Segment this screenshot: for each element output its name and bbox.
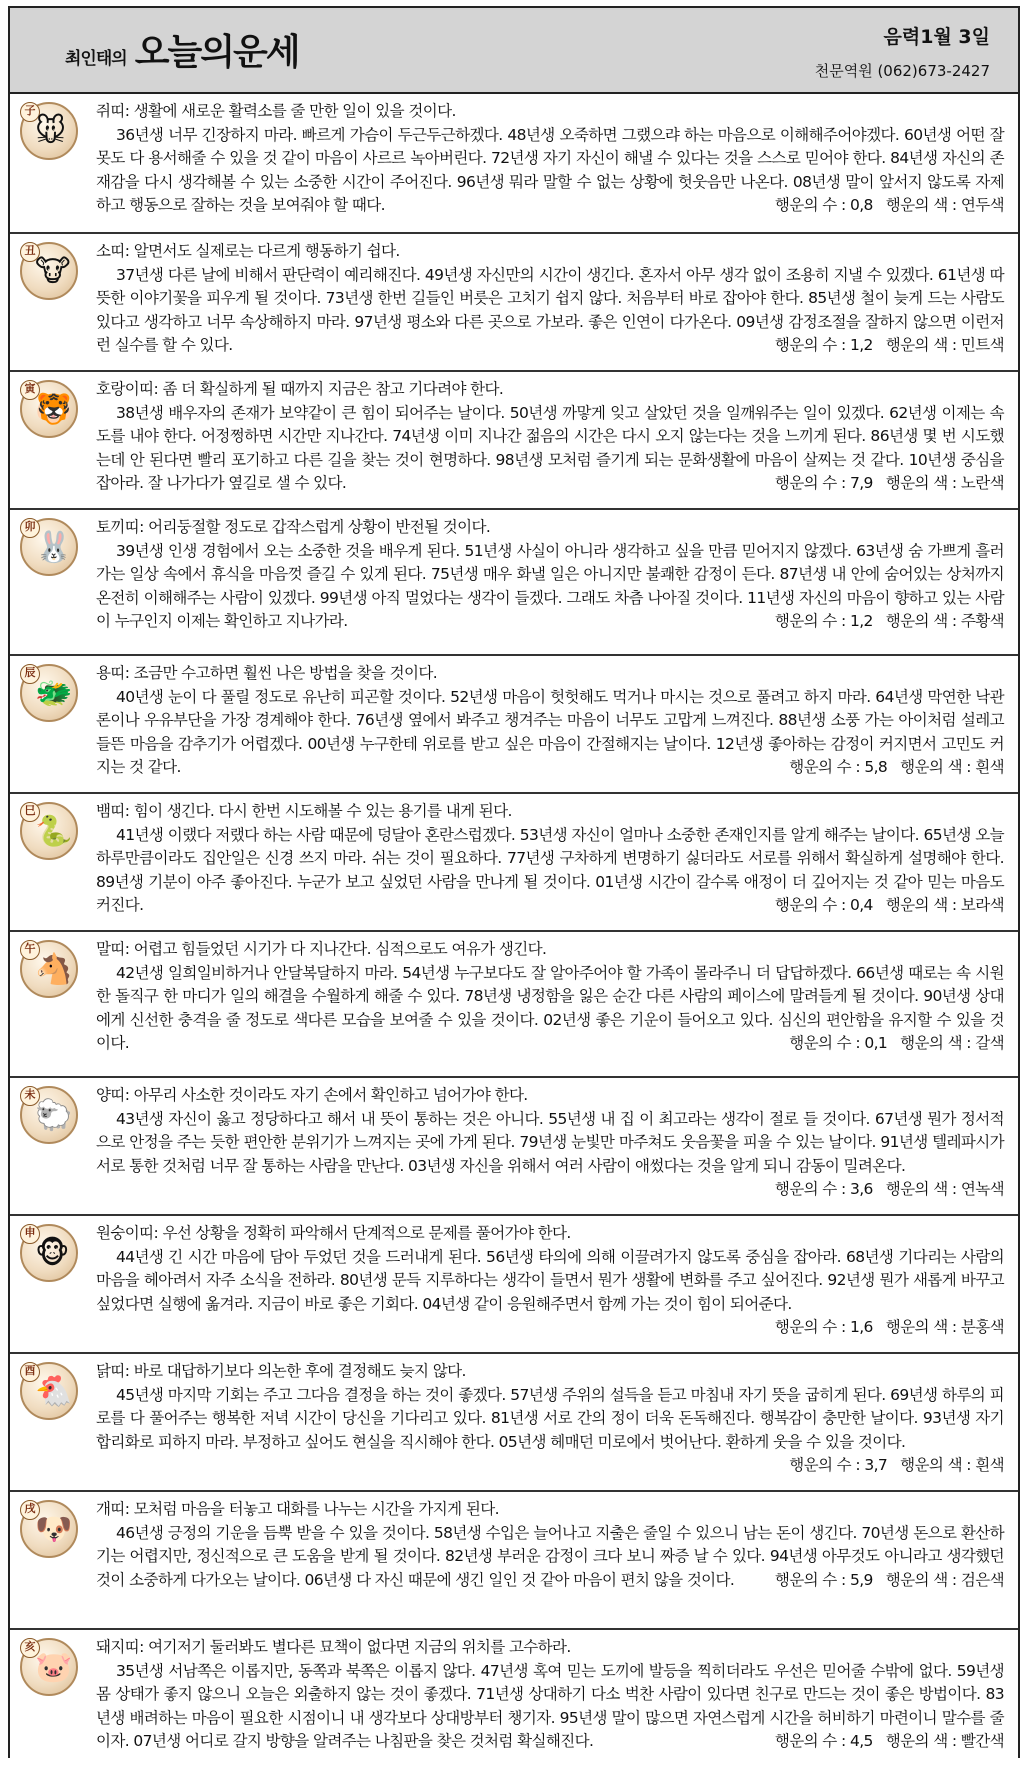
- zodiac-seal: 辰: [20, 664, 40, 684]
- fortune-row: [10, 654, 1018, 792]
- lucky-info: [755, 1178, 1004, 1202]
- lucky-number: 행운의 수 : 0,1: [789, 1034, 888, 1052]
- fortune-body: [96, 962, 1004, 1056]
- fortune-title: 소띠: 알면서도 실제로는 다르게 행동하기 쉽다.: [96, 242, 400, 260]
- author-name: 최인태의: [65, 49, 127, 69]
- lucky-color: 행운의 색 : 연녹색: [885, 1180, 1004, 1198]
- fortune-row: [10, 1076, 1018, 1214]
- zodiac-medallion: [20, 1638, 78, 1696]
- lunar-date: 음력1월 3일: [883, 26, 990, 48]
- fortune-body: [96, 264, 1004, 358]
- lucky-color: 행운의 색 : 검은색: [885, 1570, 1004, 1589]
- fortune-title: 쥐띠: 생활에 새로운 활력소를 줄 만한 일이 있을 것이다.: [96, 102, 456, 120]
- lucky-info: [755, 472, 1004, 496]
- fortune-text: 42년생 일희일비하거나 안달복달하지 마라. 54년생 누구보다도 잘 알아주어야 할 가족이 몰라주니 더 답답하겠다. 66년생 때로는 속 시원한 돌직구 한 마디가 일의 해결을 수월하게 해줄 수 있다. 78년생 냉정함을 잃은 순간 다른 사람의 페이스에 말려들게 될 것이다. 90년생 상대에게 신선한 충격을 줄 정도로 색다른 모습을 보여줄 수 있을 것이다. 02년생 좋은 기운이 들어오고 있다. 심신의 편안함을 유지할 수 있을 것이다.: [96, 963, 1004, 1052]
- fortune-content: [96, 100, 1004, 218]
- fortune-title: 뱀띠: 힘이 생긴다. 다시 한번 시도해볼 수 있는 용기를 내게 된다.: [96, 802, 512, 820]
- zodiac-medallion: [20, 802, 78, 860]
- lucky-color: 행운의 색 : 빨간색: [885, 1732, 1004, 1750]
- zodiac-seal: 寅: [20, 380, 40, 400]
- lucky-info: [755, 1316, 1004, 1340]
- lucky-color: 행운의 색 : 보라색: [885, 896, 1004, 914]
- fortune-body: [96, 686, 1004, 780]
- fortune-row: [10, 1490, 1018, 1628]
- fortune-body: [96, 1384, 1004, 1474]
- lucky-info: [755, 194, 1004, 218]
- fortune-text: 36년생 너무 긴장하지 마라. 빠르게 가슴이 두근두근하겠다. 48년생 오죽하면 그랬으랴 하는 마음으로 이해해주어야겠다. 60년생 어떤 잘못도 다 용서해줄 수 있을 것 같이 마음이 사르르 녹아버린다. 72년생 자기 자신이 해낼 수 있다는 것을 스스로 믿어야 한다. 84년생 자신의 존재감을 다시 생각해볼 수 있는 소중한 시간이 주어진다. 96년생 뭐라 말할 수 없는 상황에 헛웃음만 나온다. 08년생 말이 앞서지 않도록 자제하고 행동으로 잘하는 것을 보여줘야 할 때다.: [96, 125, 1004, 214]
- zodiac-medallion: [20, 1500, 78, 1558]
- lucky-info: [769, 1032, 1004, 1056]
- lucky-info: [769, 1454, 1004, 1478]
- fortune-body: [96, 1108, 1004, 1198]
- zodiac-medallion: [20, 242, 78, 300]
- fortune-title: 용띠: 조금만 수고하면 훨씬 나은 방법을 찾을 것이다.: [96, 664, 438, 682]
- fortune-row: [10, 1214, 1018, 1352]
- fortune-content: [96, 378, 1004, 496]
- lucky-color: 행운의 색 : 흰색: [900, 758, 1004, 776]
- fortune-content: [96, 1498, 1004, 1592]
- zodiac-seal: 戌: [20, 1500, 40, 1520]
- page-title: 오늘의운세: [134, 31, 299, 73]
- fortune-title: 양띠: 아무리 사소한 것이라도 자기 손에서 확인하고 넘어가야 한다.: [96, 1086, 528, 1104]
- zodiac-animal-icon: 🐵: [35, 1236, 70, 1271]
- contact-info: 천문역원 (062)673-2427: [814, 62, 990, 80]
- fortune-content: [96, 1084, 1004, 1202]
- fortune-text: 40년생 눈이 다 풀릴 정도로 유난히 피곤할 것이다. 52년생 마음이 헛헛해도 먹거나 마시는 것으로 풀려고 하지 마라. 64년생 막연한 낙관론이나 우유부단을 가장 경계해야 한다. 76년생 옆에서 봐주고 챙겨주는 마음이 너무도 고맙게 느껴진다. 88년생 소풍 가는 아이처럼 설레고 들뜬 마음을 감추기가 어렵겠다. 00년생 누구한테 위로를 받고 싶은 마음이 간절해지는 날이다. 12년생 좋아하는 감정이 커지면서 고민도 커지는 것 같다.: [96, 687, 1004, 776]
- zodiac-seal: 亥: [20, 1638, 40, 1658]
- zodiac-seal: 酉: [20, 1362, 40, 1382]
- zodiac-seal: 午: [20, 940, 40, 960]
- lucky-color: 행운의 색 : 민트색: [885, 336, 1004, 354]
- fortune-body: [96, 540, 1004, 634]
- lucky-number: 행운의 수 : 1,6: [774, 1318, 873, 1336]
- fortune-title: 개띠: 모처럼 마음을 터놓고 대화를 나누는 시간을 가지게 된다.: [96, 1500, 499, 1518]
- zodiac-seal: 巳: [20, 802, 40, 822]
- fortune-title: 원숭이띠: 우선 상황을 정확히 파악해서 단계적으로 문제를 풀어가야 한다.: [96, 1224, 571, 1242]
- fortune-text: 37년생 다른 날에 비해서 판단력이 예리해진다. 49년생 자신만의 시간이 생긴다. 혼자서 아무 생각 없이 조용히 지낼 수 있겠다. 61년생 따뜻한 이야기꽃을 피우게 될 것이다. 73년생 한번 길들인 버릇은 고치기 쉽지 않다. 처음부터 바로 잡아야 한다. 85년생 철이 늦게 드는 사람도 있다고 생각하고 너무 속상해하지 마라. 97년생 평소와 다른 곳으로 가보라. 좋은 인연이 다가온다. 09년생 감정조절을 잘하지 않으면 이런저런 실수를 할 수 있다.: [96, 265, 1004, 354]
- fortune-title: 돼지띠: 여기저기 둘러봐도 별다른 묘책이 없다면 지금의 위치를 고수하라.: [96, 1638, 571, 1656]
- lucky-number: 행운의 수 : 0,4: [774, 896, 873, 914]
- fortune-row: [10, 94, 1018, 232]
- zodiac-animal-icon: 🐮: [35, 254, 71, 289]
- lucky-info: [755, 1730, 1004, 1754]
- zodiac-seal: 子: [20, 102, 40, 122]
- lucky-info: [755, 334, 1004, 358]
- lucky-color: 행운의 색 : 흰색: [900, 1456, 1004, 1474]
- zodiac-medallion: [20, 1362, 78, 1420]
- lucky-number: 행운의 수 : 4,5: [774, 1732, 873, 1750]
- lucky-color: 행운의 색 : 분홍색: [885, 1318, 1004, 1336]
- lucky-color: 행운의 색 : 주황색: [885, 612, 1004, 630]
- fortune-text: 43년생 자신이 옳고 정당하다고 해서 내 뜻이 통하는 것은 아니다. 55년생 내 집 이 최고라는 생각이 절로 들 것이다. 67년생 뭔가 정서적으로 안정을 주는 듯한 편안한 분위기가 느껴지는 곳에 가게 된다. 79년생 눈빛만 마주쳐도 웃음꽃을 피울 수 있는 날이다. 91년생 텔레파시가 서로 통한 것처럼 너무 잘 통하는 사람을 만난다. 03년생 자신을 위해서 여러 사람이 애썼다는 것을 알게 되니 감동이 밀려온다.: [96, 1109, 1004, 1175]
- zodiac-medallion: [20, 1086, 78, 1144]
- lucky-info: [755, 1569, 1004, 1593]
- fortune-body: [96, 1660, 1004, 1754]
- lucky-number: 행운의 수 : 1,2: [774, 612, 873, 630]
- zodiac-medallion: [20, 380, 78, 438]
- zodiac-animal-icon: 🐑: [35, 1098, 73, 1133]
- fortune-text: 44년생 긴 시간 마음에 담아 두었던 것을 드러내게 된다. 56년생 타의에 의해 이끌려가지 않도록 중심을 잡아라. 68년생 기다리는 사람의 마음을 헤아려서 자주 소식을 전하라. 80년생 문득 지루하다는 생각이 들면서 뭔가 생활에 변화를 주고 싶어진다. 92년생 뭔가 새롭게 바꾸고 싶었다면 실행에 옮겨라. 지금이 바로 좋은 기회다. 04년생 같이 응원해주면서 함께 가는 것이 힘이 되어준다.: [96, 1247, 1004, 1313]
- fortune-text: 38년생 배우자의 존재가 보약같이 큰 힘이 되어주는 날이다. 50년생 까맣게 잊고 살았던 것을 일깨워주는 일이 있겠다. 62년생 이제는 속도를 내야 한다. 어정쩡하면 시간만 지나간다. 74년생 이미 지나간 젊음의 시간은 다시 오지 않는다는 것을 느끼게 된다. 86년생 몇 번 시도했는데 안 된다면 빨리 포기하고 다른 길을 찾는 것이 현명하다. 98년생 모처럼 즐기게 되는 문화생활에 마음이 살찌는 것 같다. 10년생 중심을 잡아라. 잘 나가다가 옆길로 샐 수 있다.: [96, 403, 1004, 492]
- fortune-content: [96, 1360, 1004, 1478]
- zodiac-medallion: [20, 1224, 78, 1282]
- zodiac-medallion: [20, 940, 78, 998]
- fortune-text: 41년생 이랬다 저랬다 하는 사람 때문에 덩달아 혼란스럽겠다. 53년생 자신이 얼마나 소중한 존재인지를 알게 해주는 날이다. 65년생 오늘 하루만큼이라도 집안일은 신경 쓰지 마라. 쉬는 것이 필요하다. 77년생 구차하게 변명하기 싫더라도 서로를 위해서 확실하게 설명해야 한다. 89년생 기분이 아주 좋아진다. 누군가 보고 싶었던 사람을 만나게 될 것이다. 01년생 시간이 갈수록 애정이 더 깊어지는 것 같아 믿는 마음도 커진다.: [96, 825, 1004, 914]
- fortune-text: 45년생 마지막 기회는 주고 그다음 결정을 하는 것이 좋겠다. 57년생 주위의 설득을 듣고 마침내 자기 뜻을 굽히게 된다. 69년생 하루의 피로를 다 풀어주는 행복한 저녁 시간이 당신을 기다리고 있다. 81년생 서로 간의 정이 더욱 돈독해진다. 행복감이 충만한 날이다. 93년생 자기 합리화로 피하지 마라. 부정하고 싶어도 현실을 직시해야 한다. 05년생 헤매던 미로에서 벗어난다. 환하게 웃을 수 있을 것이다.: [96, 1385, 1004, 1451]
- zodiac-seal: 未: [20, 1086, 40, 1106]
- fortune-title: 호랑이띠: 좀 더 확실하게 될 때까지 지금은 참고 기다려야 한다.: [96, 380, 504, 398]
- zodiac-medallion: [20, 102, 78, 160]
- fortune-body: [96, 402, 1004, 496]
- lucky-info: [755, 610, 1004, 634]
- fortune-row: [10, 508, 1018, 654]
- fortune-content: [96, 240, 1004, 358]
- lucky-number: 행운의 수 : 3,6: [774, 1180, 873, 1198]
- lucky-info: [755, 894, 1004, 918]
- fortune-page: [8, 6, 1020, 1758]
- fortune-row: [10, 1628, 1018, 1774]
- fortune-body: [96, 1522, 1004, 1593]
- fortune-text: 39년생 인생 경험에서 오는 소중한 것을 배우게 된다. 51년생 사실이 아니라 생각하고 싶을 만큼 믿어지지 않겠다. 63년생 숨 가쁘게 흘러가는 일상 속에서 휴식을 마음껏 즐길 수 있게 된다. 75년생 매우 화낼 일은 아니지만 불쾌한 감정이 든다. 87년생 내 안에 숨어있는 상처까지 온전히 이해해주는 사람이 있겠다. 99년생 아직 멀었다는 생각이 들겠다. 그래도 차츰 나아질 것이다. 11년생 자신의 마음이 향하고 있는 사람이 누구인지 이제는 확인하고 지나가라.: [96, 541, 1004, 630]
- fortune-content: [96, 662, 1004, 780]
- zodiac-animal-icon: 🐰: [35, 530, 73, 565]
- fortune-row: [10, 1352, 1018, 1490]
- fortune-row: [10, 930, 1018, 1076]
- zodiac-animal-icon: 🐭: [35, 114, 67, 149]
- fortune-content: [96, 516, 1004, 634]
- lucky-number: 행운의 수 : 5,8: [789, 758, 888, 776]
- lucky-number: 행운의 수 : 5,9: [774, 1570, 873, 1589]
- lucky-color: 행운의 색 : 연두색: [885, 196, 1004, 214]
- zodiac-medallion: [20, 664, 78, 722]
- zodiac-animal-icon: 🐲: [35, 676, 73, 711]
- zodiac-animal-icon: 🐶: [35, 1512, 73, 1547]
- logo: [65, 24, 299, 75]
- fortune-body: [96, 124, 1004, 218]
- zodiac-seal: 丑: [20, 242, 40, 262]
- zodiac-seal: 申: [20, 1224, 40, 1244]
- fortune-row: [10, 792, 1018, 930]
- fortune-content: [96, 938, 1004, 1056]
- zodiac-animal-icon: 🐍: [35, 814, 73, 849]
- zodiac-animal-icon: 🐴: [35, 952, 73, 987]
- fortune-text: 35년생 서남쪽은 이롭지만, 동쪽과 북쪽은 이롭지 않다. 47년생 혹여 믿는 도끼에 발등을 찍히더라도 우선은 믿어줄 수밖에 없다. 59년생 몸 상태가 좋지 않으니 오늘은 외출하지 않는 것이 좋겠다. 71년생 상대하기 다소 벅찬 사람이 있다면 친구로 만드는 것이 좋은 방법이다. 83년생 배려하는 마음이 필요한 시점이니 내 생각보다 상대방부터 챙기자. 95년생 말이 많으면 자연스럽게 시간을 허비하기 마련이니 말수를 줄이자. 07년생 어디로 갈지 방향을 알려주는 나침판을 찾은 것처럼 확실해진다.: [96, 1661, 1004, 1750]
- zodiac-seal: 卯: [20, 518, 40, 538]
- fortune-title: 닭띠: 바로 대답하기보다 의논한 후에 결정해도 늦지 않다.: [96, 1362, 466, 1380]
- fortune-row: [10, 370, 1018, 508]
- fortune-text: 46년생 긍정의 기운을 듬뿍 받을 수 있을 것이다. 58년생 수입은 늘어나고 지출은 줄일 수 있으니 남는 돈이 생긴다. 70년생 돈으로 환산하기는 어렵지만, 정신적으로 큰 도움을 받게 될 것이다. 82년생 부러운 감정이 크다 보니 짜증 날 수 있다. 94년생 아무것도 아니라고 생각했던 것이 소중하게 다가오는 날이다. 06년생 다 자신 때문에 생긴 일인 것 같아 마음이 편치 않을 것이다.: [96, 1523, 1004, 1589]
- zodiac-medallion: [20, 518, 78, 576]
- lucky-number: 행운의 수 : 1,2: [774, 336, 873, 354]
- zodiac-animal-icon: 🐯: [35, 392, 73, 427]
- fortune-content: [96, 1222, 1004, 1340]
- lucky-color: 행운의 색 : 갈색: [900, 1034, 1004, 1052]
- lucky-number: 행운의 수 : 3,7: [789, 1456, 888, 1474]
- zodiac-animal-icon: 🐔: [35, 1374, 73, 1409]
- lucky-number: 행운의 수 : 0,8: [774, 196, 873, 214]
- lucky-number: 행운의 수 : 7,9: [774, 474, 873, 492]
- fortune-list: [10, 94, 1018, 1774]
- lucky-color: 행운의 색 : 노란색: [885, 474, 1004, 492]
- zodiac-animal-icon: 🐷: [35, 1650, 73, 1685]
- fortune-content: [96, 800, 1004, 918]
- fortune-title: 토끼띠: 어리둥절할 정도로 갑작스럽게 상황이 반전될 것이다.: [96, 518, 491, 536]
- lucky-info: [769, 756, 1004, 780]
- fortune-body: [96, 824, 1004, 918]
- fortune-body: [96, 1246, 1004, 1336]
- fortune-row: [10, 232, 1018, 370]
- header: [10, 8, 1018, 94]
- fortune-title: 말띠: 어렵고 힘들었던 시기가 다 지나간다. 심적으로도 여유가 생긴다.: [96, 940, 547, 958]
- fortune-content: [96, 1636, 1004, 1754]
